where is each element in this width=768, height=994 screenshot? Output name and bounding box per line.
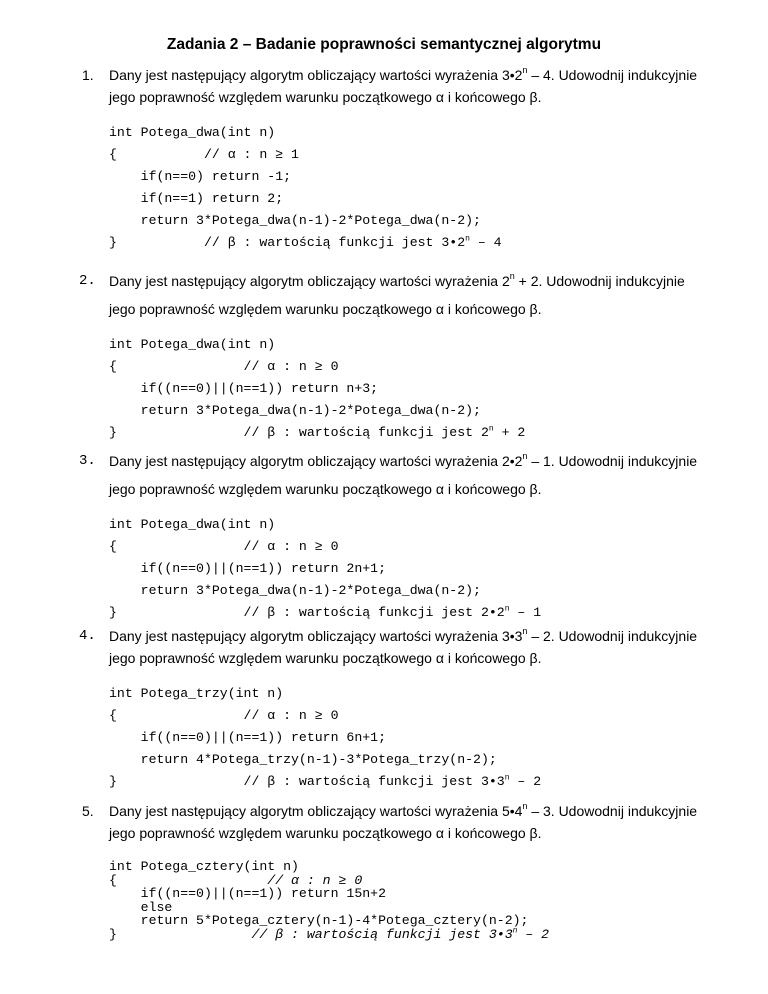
code-comment: } // β : wartością funkcji jest 2 xyxy=(109,425,489,440)
task-text-line2: jego poprawność względem warunku początkowego α i końcowego β. xyxy=(109,89,542,105)
code-comment-tail: – 1 xyxy=(509,605,542,620)
code-line: int Potega_dwa(int n) xyxy=(109,125,276,140)
task-text-tail: – 1. Udowodnij indukcyjnie xyxy=(527,453,698,469)
code-comment-tail: – 2 xyxy=(509,774,542,789)
code-exponent: n xyxy=(512,926,518,936)
code-line: if((n==0)||(n==1)) return 15n+2 xyxy=(109,886,386,901)
code-line: return 3*Potega_dwa(n-1)-2*Potega_dwa(n-2); xyxy=(109,583,481,598)
task-3-statement xyxy=(79,450,722,500)
task-text-lead: Dany jest następujący algorytm obliczający wartości wyrażenia 2•2 xyxy=(109,453,523,469)
code-comment-tail: – 4 xyxy=(469,235,502,250)
code-line xyxy=(109,928,722,942)
code-exponent: n xyxy=(465,234,470,244)
task-text-exponent: n xyxy=(522,801,528,812)
code-line: if((n==0)||(n==1)) return 2n+1; xyxy=(109,561,386,576)
task-text-exponent: n xyxy=(522,65,528,76)
task-number: 1. xyxy=(82,67,94,83)
task-2 xyxy=(79,270,722,444)
code-line: { // α : n ≥ 0 xyxy=(109,539,339,554)
task-number: 2. xyxy=(79,273,96,289)
code-line xyxy=(109,422,722,444)
code-line: if(n==0) return -1; xyxy=(109,169,292,184)
code-line xyxy=(109,771,722,793)
code-line xyxy=(109,874,722,888)
code-comment-tail: + 2 xyxy=(493,425,526,440)
task-number: 5. xyxy=(82,803,94,819)
task-number: 3. xyxy=(79,453,96,469)
task-4-statement xyxy=(79,625,722,669)
code-line: { // α : n ≥ 1 xyxy=(109,147,299,162)
code-line: { // α : n ≥ 0 xyxy=(109,708,339,723)
task-text-exponent: n xyxy=(522,626,528,637)
task-text-line2: jego poprawność względem warunku początkowego α i końcowego β. xyxy=(109,825,542,841)
task-3 xyxy=(79,450,722,624)
code-comment: // β : wartością funkcji jest 3•3 xyxy=(116,926,513,942)
code-brace: } xyxy=(109,926,117,942)
task-text-tail: + 2. Udowodnij indukcyjnie xyxy=(514,273,685,289)
code-comment: } // β : wartością funkcji jest 3•2 xyxy=(109,235,466,250)
code-comment-tail: – 2 xyxy=(517,926,550,942)
task-text-line2: jego poprawność względem warunku początkowego α i końcowego β. xyxy=(109,481,542,497)
task-text-lead: Dany jest następujący algorytm obliczający wartości wyrażenia 5•4 xyxy=(109,803,523,819)
code-line: return 5*Potega_cztery(n-1)-4*Potega_cztery(n-2); xyxy=(109,913,529,928)
code-line xyxy=(109,602,722,624)
task-1 xyxy=(82,64,722,254)
code-line: return 4*Potega_trzy(n-1)-3*Potega_trzy(n-2); xyxy=(109,752,497,767)
code-block xyxy=(109,860,722,941)
code-line: return 3*Potega_dwa(n-1)-2*Potega_dwa(n-2); xyxy=(109,213,481,228)
code-line: else xyxy=(109,899,173,915)
code-exponent: n xyxy=(504,604,510,614)
code-line: if(n==1) return 2; xyxy=(109,191,284,206)
code-line: if((n==0)||(n==1)) return 6n+1; xyxy=(109,730,386,745)
code-line: { // α : n ≥ 0 xyxy=(109,359,339,374)
code-block xyxy=(109,514,722,624)
code-line: int Potega_dwa(int n) xyxy=(109,517,276,532)
code-exponent: n xyxy=(504,773,510,783)
task-text-line2: jego poprawność względem warunku początkowego α i końcowego β. xyxy=(109,301,542,317)
code-line: return 3*Potega_dwa(n-1)-2*Potega_dwa(n-2); xyxy=(109,403,481,418)
code-block xyxy=(109,334,722,444)
code-block xyxy=(109,122,722,254)
task-4 xyxy=(79,625,722,793)
code-comment: // α : n ≥ 0 xyxy=(116,872,363,888)
task-text-lead: Dany jest następujący algorytm obliczający wartości wyrażenia 3•2 xyxy=(109,67,523,83)
code-line: int Potega_trzy(int n) xyxy=(109,686,284,701)
task-5-statement xyxy=(82,800,722,844)
code-brace: { xyxy=(109,872,117,888)
task-text-exponent: n xyxy=(522,451,528,462)
code-comment: } // β : wartością funkcji jest 2•2 xyxy=(109,605,505,620)
task-text-line2: jego poprawność względem warunku początkowego α i końcowego β. xyxy=(109,650,542,666)
task-text-tail: – 2. Udowodnij indukcyjnie xyxy=(527,628,698,644)
task-text-lead: Dany jest następujący algorytm obliczający wartości wyrażenia 3•3 xyxy=(109,628,523,644)
task-text-exponent: n xyxy=(509,271,515,282)
task-1-statement xyxy=(82,64,722,108)
code-line: int Potega_cztery(int n) xyxy=(109,859,299,874)
code-exponent: n xyxy=(488,424,494,434)
code-line: if((n==0)||(n==1)) return n+3; xyxy=(109,381,379,396)
code-line xyxy=(109,232,722,254)
task-text-tail: – 4. Udowodnij indukcyjnie xyxy=(527,67,698,83)
code-block xyxy=(109,683,722,793)
task-2-statement xyxy=(79,270,722,320)
page-title: Zadania 2 – Badanie poprawności semantycznej algorytmu xyxy=(166,36,602,53)
task-number: 4. xyxy=(79,628,96,644)
task-text-lead: Dany jest następujący algorytm obliczający wartości wyrażenia 2 xyxy=(109,273,510,289)
task-text-tail: – 3. Udowodnij indukcyjnie xyxy=(527,803,698,819)
code-comment: } // β : wartością funkcji jest 3•3 xyxy=(109,774,505,789)
code-line: int Potega_dwa(int n) xyxy=(109,337,276,352)
task-5 xyxy=(82,800,722,941)
